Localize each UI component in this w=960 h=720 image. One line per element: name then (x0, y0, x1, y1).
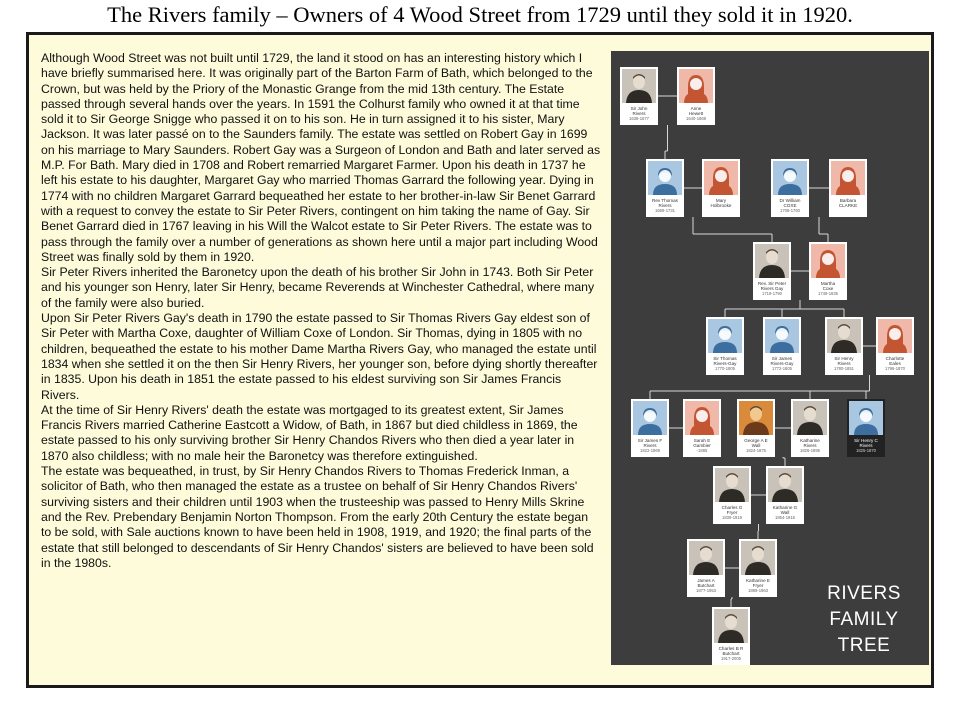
avatar-placeholder-icon (677, 69, 715, 103)
person-dates: 1770-1805 (714, 366, 736, 372)
person-card[interactable] (825, 317, 863, 375)
person-name: Sir John Rivers (630, 106, 648, 117)
person-dates: 1780-1851 (833, 366, 855, 372)
person-card[interactable] (771, 159, 809, 217)
person-name: Charlotte Eales (885, 356, 905, 367)
person-dates: 1877-1953 (695, 588, 717, 594)
person-dates: 1640-1669 (685, 116, 707, 122)
history-text (41, 51, 601, 571)
avatar-placeholder-icon (763, 319, 801, 353)
person-card[interactable] (737, 399, 775, 457)
portrait-photo (791, 401, 829, 435)
person-dates: 1839-1919 (721, 515, 743, 521)
portrait-photo (739, 541, 777, 575)
person-dates: 1889-1963 (747, 588, 769, 594)
portrait-photo (712, 609, 750, 643)
person-card[interactable] (829, 159, 867, 217)
portrait-photo (713, 468, 751, 502)
person-card[interactable] (646, 159, 684, 217)
person-card[interactable] (631, 399, 669, 457)
person-dates: 1638-1677 (628, 116, 650, 122)
person-card[interactable] (791, 399, 829, 457)
person-card[interactable] (847, 399, 885, 457)
portrait-photo (753, 244, 791, 278)
person-dates: 1854-1916 (774, 515, 796, 521)
avatar-placeholder-icon (702, 161, 740, 195)
person-name: Sir Henry C Rivers (854, 438, 878, 449)
avatar-placeholder-icon (706, 319, 744, 353)
person-card[interactable] (712, 607, 750, 665)
person-dates: 1719-1790 (761, 291, 783, 297)
family-tree-label-line: TREE (837, 635, 891, 656)
person-name: Sir Henry Rivers (834, 356, 854, 367)
person-card[interactable] (683, 399, 721, 457)
person-name: Sarah E Gambier (693, 438, 711, 449)
avatar-placeholder-icon (829, 161, 867, 195)
person-name: Dr William COXE (779, 198, 801, 209)
person-name: Sir Thomas Rivers-Gay (713, 356, 737, 367)
person-dates: 1708-1760 (779, 208, 801, 214)
portrait-photo (825, 319, 863, 353)
person-dates: 1772-1805 (771, 366, 793, 372)
person-name: Charles B R Butchart (718, 646, 744, 657)
person-name: Rev Thomas Rivers (652, 198, 678, 209)
avatar-placeholder-icon (847, 401, 885, 435)
person-name: George A E Wall (744, 438, 768, 449)
person-dates: 1796-1870 (884, 366, 906, 372)
person-card[interactable] (702, 159, 740, 217)
person-dates: 1749-1835 (817, 291, 839, 297)
person-card[interactable] (713, 466, 751, 524)
person-card[interactable] (706, 317, 744, 375)
page-title: The Rivers family – Owners of 4 Wood Street from 1729 until they sold it in 1920. (107, 2, 853, 27)
person-name: Sir James Rivers-Gay (770, 356, 794, 367)
person-name: Martha Coxe (820, 281, 836, 292)
person-name: Rev. Sir Peter Rivers Gay (757, 281, 787, 292)
history-paragraph: Sir Peter Rivers inherited the Baronetcy upon the death of his brother Sir John in 1743. Both Sir Peter and his younger son Henry, later Sir Henry, became Reverends at Winchester Cathedral, where many of the family were also buried. (41, 265, 595, 310)
person-name: Katharine E Fryer (745, 578, 770, 589)
avatar-placeholder-icon (646, 161, 684, 195)
person-card[interactable] (739, 539, 777, 597)
person-name: Mary Holbrooke (710, 198, 732, 209)
person-dates: 1668-1731 (654, 208, 676, 214)
portrait-photo (766, 468, 804, 502)
avatar-placeholder-icon (683, 401, 721, 435)
person-card[interactable] (620, 67, 658, 125)
history-paragraph: The estate was bequeathed, in trust, by Sir Henry Chandos Rivers to Thomas Frederick Inman, a solicitor of Bath, who then managed the estate as a trustee on behalf of Sir Henry Chandos Rivers' surviving sisters and their children until 1903 when the trusteeship was passed to Henry Mills Skrine and the Rev. Prebendary Benjamin Norton Thompson. From the early 20th Century the estate began to be sold, with Sale auctions known to have been held in 1908, 1919, and 1920; the final parts of the estate that still belonged to descendants of Sir Henry Chandos' sisters are believed to have been sold in the 1980s. (41, 464, 594, 570)
history-paragraph: Although Wood Street was not built until 1729, the land it stood on has an interesting history which I have briefly summarised here. It was originally part of the Barton Farm of Bath, which belonged to the Crown, but was held by the Priory of the Monastic Grange from the mid 13th century. The Estate passed through several hands over the years. In 1591 the Colhurst family who owned it at that time sold it to Sir George Snigge who passed it on to his son. He in turn assigned it to his sister, Mary Jackson. It was later passé on to the Saunders family. The estate was settled on Robert Gay in 1699 on his marriage to Mary Saunders. Robert Gay was a Surgeon of London and Bath and later served as M.P. For Bath. Mary died in 1708 and Robert remarried Margaret Farmer. Upon his death in 1737 he left his estate to his daughter, Margaret Gay who married Thomas Garrard the following year. Dying in 1774 with no children Margaret Garrard bequeathed her estate to her brother-in-law Sir Benet Garrard with a request to convey the estate to Sir Peter Rivers, contingent on him taking the name of Gay. Sir Benet Garrard died in 1767 leaving in his Will the Walcot estate to Sir Peter Rivers. The estate was to pass through the family over a number of generations as shown here until a major part including Wood Street was finally sold by them in 1920. (41, 51, 601, 264)
history-paragraph: At the time of Sir Henry Rivers' death the estate was mortgaged to its greatest extent, Sir James Francis Rivers married Catherine Eastcott a Widow, of Bath, in 1867 but died childless in 1869, the estate passed to his only surviving brother Sir Henry Chandos Rivers who then died a year later in 1870 also childless; with no male heir the Baronetcy was therefore extinguished. (41, 402, 578, 463)
person-card[interactable] (809, 242, 847, 300)
portrait-photo (620, 69, 658, 103)
person-card[interactable] (677, 67, 715, 125)
person-dates: 1825-1870 (855, 448, 877, 454)
family-tree-panel (611, 51, 929, 665)
person-name: Katharine Rivers (800, 438, 820, 449)
portrait-photo (737, 401, 775, 435)
person-dates: -1865 (696, 448, 708, 454)
avatar-placeholder-icon (631, 401, 669, 435)
family-tree-label-line: FAMILY (829, 609, 899, 630)
person-name: Katharine G Wall (772, 505, 798, 516)
person-card[interactable] (753, 242, 791, 300)
person-card[interactable] (687, 539, 725, 597)
content-frame (26, 32, 934, 688)
avatar-placeholder-icon (771, 161, 809, 195)
family-tree-label (809, 581, 919, 659)
avatar-placeholder-icon (876, 319, 914, 353)
person-name: James A Butchart (697, 578, 715, 589)
person-dates: 1822-1869 (639, 448, 661, 454)
history-paragraph: Upon Sir Peter Rivers Gay's death in 1790 the estate passed to Sir Thomas Rivers Gay eldest son of Sir Peter with Martha Coxe, daughter of William Coxe of London. Sir Thomas, dying in 1805 with no children, bequeathed the estate to his mother Dame Martha Rivers Gay, who managed the estate until 1834 when she settled it on the then Sir Henry Rivers, her younger son, before dying shortly thereafter in 1835. Upon his death in 1851 the estate passed to his eldest surviving son Sir James Francis Rivers. (41, 311, 598, 402)
person-name: Barbara CLARKE (838, 198, 858, 209)
person-card[interactable] (766, 466, 804, 524)
person-dates: 1917-2005 (720, 656, 742, 662)
portrait-photo (687, 541, 725, 575)
family-tree-label-line: RIVERS (827, 583, 901, 604)
person-dates: 1824-1875 (745, 448, 767, 454)
person-dates: 1826-1895 (799, 448, 821, 454)
avatar-placeholder-icon (809, 244, 847, 278)
person-card[interactable] (763, 317, 801, 375)
person-name: Anne Hewett (688, 106, 704, 117)
person-name: Charles G Fryer (721, 505, 743, 516)
person-card[interactable] (876, 317, 914, 375)
person-name: Sir James F Rivers (637, 438, 663, 449)
